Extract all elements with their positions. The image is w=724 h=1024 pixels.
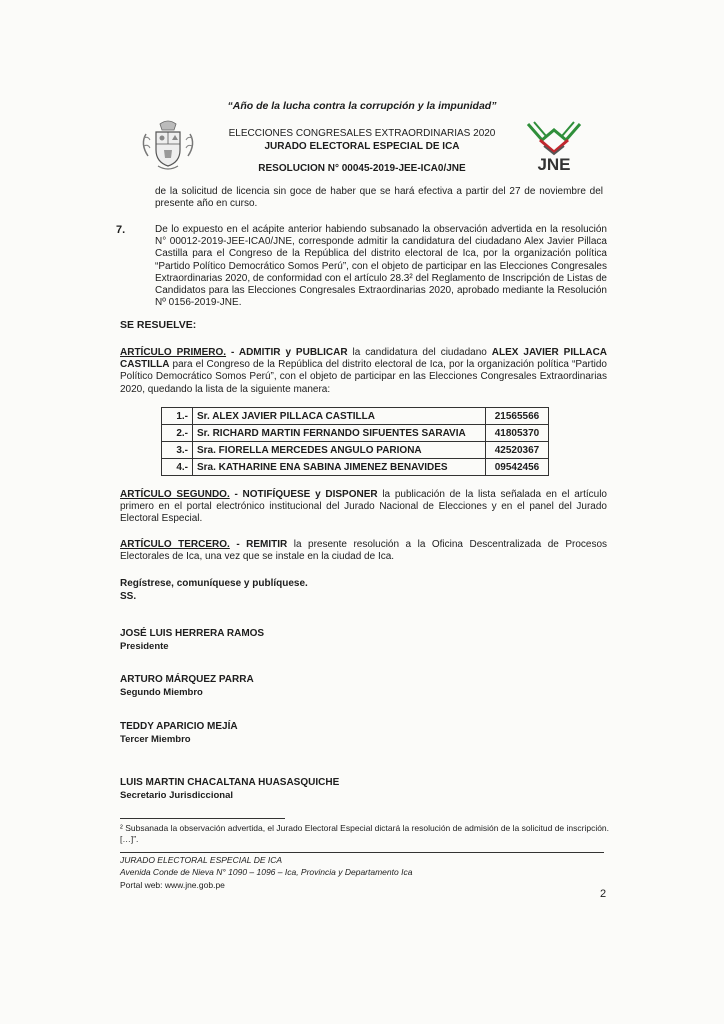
- motto: “Año de la lucha contra la corrupción y la impunidad”: [227, 100, 497, 112]
- table-row: [162, 408, 549, 425]
- candidate-number: 3.-: [162, 442, 193, 459]
- article-segundo-label: ARTÍCULO SEGUNDO.: [120, 489, 230, 500]
- candidate-name-cell: Sra. KATHARINE ENA SABINA JIMENEZ BENAVIDES: [193, 459, 486, 476]
- candidate-dni: 41805370: [486, 425, 549, 442]
- signatory-block: [120, 674, 254, 698]
- candidate-name-cell: Sra. FIORELLA MERCEDES ANGULO PARIONA: [193, 442, 486, 459]
- article-primero-text-a: la candidatura del ciudadano: [347, 347, 492, 358]
- article-tercero: [120, 539, 607, 563]
- candidate-number: 4.-: [162, 459, 193, 476]
- signatory-role: Segundo Miembro: [120, 687, 203, 698]
- signatory-name: JOSÉ LUIS HERRERA RAMOS: [120, 628, 265, 639]
- signatory-role: Tercer Miembro: [120, 734, 191, 745]
- item-number-7: 7.: [116, 224, 126, 236]
- signatory-block: [120, 628, 264, 652]
- footnote-divider: [120, 818, 285, 819]
- article-primero: [120, 347, 607, 396]
- signatory-block: [120, 777, 339, 801]
- article-segundo-dash: -: [229, 489, 243, 500]
- candidate-name-cell: Sr. RICHARD MARTIN FERNANDO SIFUENTES SARAVIA: [193, 425, 486, 442]
- continuation-paragraph: de la solicitud de licencia sin goce de haber que se hará efectiva a partir del 27 de noviembre del presente año en curso.: [155, 186, 603, 210]
- footer-org: JURADO ELECTORAL ESPECIAL DE ICA: [120, 855, 283, 865]
- closing-ss: SS.: [120, 591, 137, 602]
- item-7-paragraph: De lo expuesto en el acápite anterior habiendo subsanado la observación advertida en la resolución N° 00012-2019-JEE-ICA0/JNE, corresponde admitir la candidatura del ciudadano Alex Javier Pillaca Castilla para el Congreso de la República del distrito electoral de Ica, por la organización política “Partido Político Democrático Somos Perú”, con el objeto de participar en las Elecciones Congresales Extraordinarias 2020, de conformidad con el artículo 28.3² del Reglamento de Inscripción de Listas de Candidatos para las Elecciones Congresales Extraordinarias 2020, aprobado mediante la Resolución Nº 0156-2019-JNE.: [155, 224, 607, 309]
- article-segundo-action: NOTIFÍQUESE y DISPONER: [242, 489, 378, 500]
- signatory-name: ARTURO MÁRQUEZ PARRA: [120, 674, 254, 685]
- article-primero-dash: -: [226, 347, 239, 358]
- candidate-number: 2.-: [162, 425, 193, 442]
- header-jury-name: JURADO ELECTORAL ESPECIAL DE ICA: [264, 141, 460, 152]
- candidate-list-table: [161, 407, 549, 476]
- signatory-block: [120, 721, 238, 745]
- candidate-dni: 21565566: [486, 408, 549, 425]
- article-tercero-text: la presente resolución a la Oficina Descentralizada de Procesos Electorales de Ica, una vez que se instale en la ciudad de Ica.: [120, 539, 607, 563]
- signatory-name: TEDDY APARICIO MEJÍA: [120, 721, 238, 732]
- footnote: ² Subsanada la observación advertida, el Jurado Electoral Especial dictará la resolución de admisión de la solicitud de inscripción. […]”.: [120, 823, 610, 844]
- article-primero-action: ADMITIR y PUBLICAR: [238, 347, 348, 358]
- article-tercero-label: ARTÍCULO TERCERO.: [120, 539, 230, 550]
- footer-portal: Portal web: www.jne.gob.pe: [120, 880, 225, 890]
- footer-divider: [120, 852, 604, 853]
- signatory-role: Presidente: [120, 641, 169, 652]
- candidate-name-cell: Sr. ALEX JAVIER PILLACA CASTILLA: [193, 408, 486, 425]
- article-segundo: [120, 489, 607, 526]
- jne-logo-icon: [520, 118, 588, 174]
- article-tercero-dash: -: [229, 539, 247, 550]
- signatory-name: LUIS MARTIN CHACALTANA HUASASQUICHE: [120, 777, 340, 788]
- table-row: [162, 425, 549, 442]
- jne-logo-text: JNE: [537, 155, 571, 174]
- header-election-title: ELECCIONES CONGRESALES EXTRAORDINARIAS 2020: [228, 128, 496, 139]
- article-primero-label: ARTÍCULO PRIMERO.: [120, 347, 227, 358]
- signatory-role: Secretario Jurisdiccional: [120, 790, 233, 801]
- se-resuelve-heading: SE RESUELVE:: [120, 319, 197, 331]
- candidate-dni: 09542456: [486, 459, 549, 476]
- article-segundo-text: la publicación de la lista señalada en el artículo primero en el portal electrónico institucional del Jurado Nacional de Elecciones y en el panel del Jurado Electoral Especial.: [120, 489, 607, 525]
- article-tercero-action: REMITIR: [246, 539, 288, 550]
- article-primero-text-b: para el Congreso de la República del distrito electoral de Ica, por la organización política “Partido Político Democrático Somos Perú”, con el objeto de participar en las Elecciones Congresales Extraordinarias 2020, quedando la lista de la siguiente manera:: [120, 359, 607, 395]
- candidate-number: 1.-: [162, 408, 193, 425]
- candidate-name: ALEX JAVIER PILLACA CASTILLA: [120, 347, 608, 371]
- candidate-dni: 42520367: [486, 442, 549, 459]
- table-row: [162, 442, 549, 459]
- footer-address: Avenida Conde de Nieva N° 1090 – 1096 – Ica, Provincia y Departamento Ica: [120, 867, 413, 877]
- closing-formula: Regístrese, comuníquese y publíquese.: [120, 578, 308, 589]
- page-number: 2: [600, 888, 607, 900]
- table-row: [162, 459, 549, 476]
- resolution-number: RESOLUCION N° 00045-2019-JEE-ICA0/JNE: [258, 163, 466, 174]
